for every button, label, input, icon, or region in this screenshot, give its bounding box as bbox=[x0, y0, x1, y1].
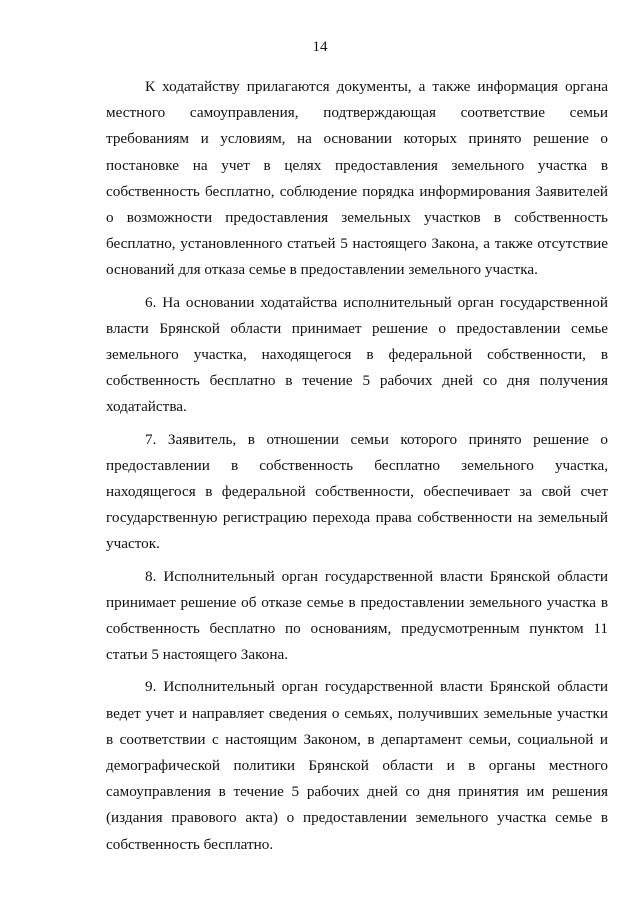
paragraph-attachments: К ходатайству прилагаются документы, а также информация органа местного самоуправления, подтверждающая соответствие семьи требованиям и условиям, на основании которых принято решение о постановке на учет в целях предоставления земельного участка в собственность бесплатно, соблюдение порядка информирования Заявителей о возможности предоставления земельных участков в собственность бесплатно, установленного статьей 5 настоящего Закона, а также отсутствие оснований для отказа семье в предоставлении земельного участка. bbox=[106, 78, 608, 279]
document-body bbox=[106, 74, 608, 864]
paragraph-9: 9. Исполнительный орган государственной власти Брянской области ведет учет и направляет сведения о семьях, получивших земельные участки в соответствии с настоящим Законом, в департамент семьи, социальной и демографической политики Брянской области и в органы местного самоуправления в течение 5 рабочих дней со дня принятия им решения (издания правового акта) о предоставлении земельного участка семье в собственность бесплатно. bbox=[106, 678, 608, 853]
paragraph-6: 6. На основании ходатайства исполнительный орган государственной власти Брянской области принимает решение о предоставлении семье земельного участка, находящегося в федеральной собственности, в собственность бесплатно в течение 5 рабочих дней со дня получения ходатайства. bbox=[106, 293, 608, 416]
paragraph-8: 8. Исполнительный орган государственной власти Брянской области принимает решение об отказе семье в предоставлении земельного участка в собственность бесплатно по основаниям, предусмотренным пунктом 11 статьи 5 настоящего Закона. bbox=[106, 567, 608, 664]
page-number: 14 bbox=[312, 39, 328, 55]
paragraph-7: 7. Заявитель, в отношении семьи которого принято решение о предоставлении в собственность бесплатно земельного участка, находящегося в федеральной собственности, обеспечивает за свой счет государственную регистрацию перехода права собственности на земельный участок. bbox=[106, 430, 608, 553]
